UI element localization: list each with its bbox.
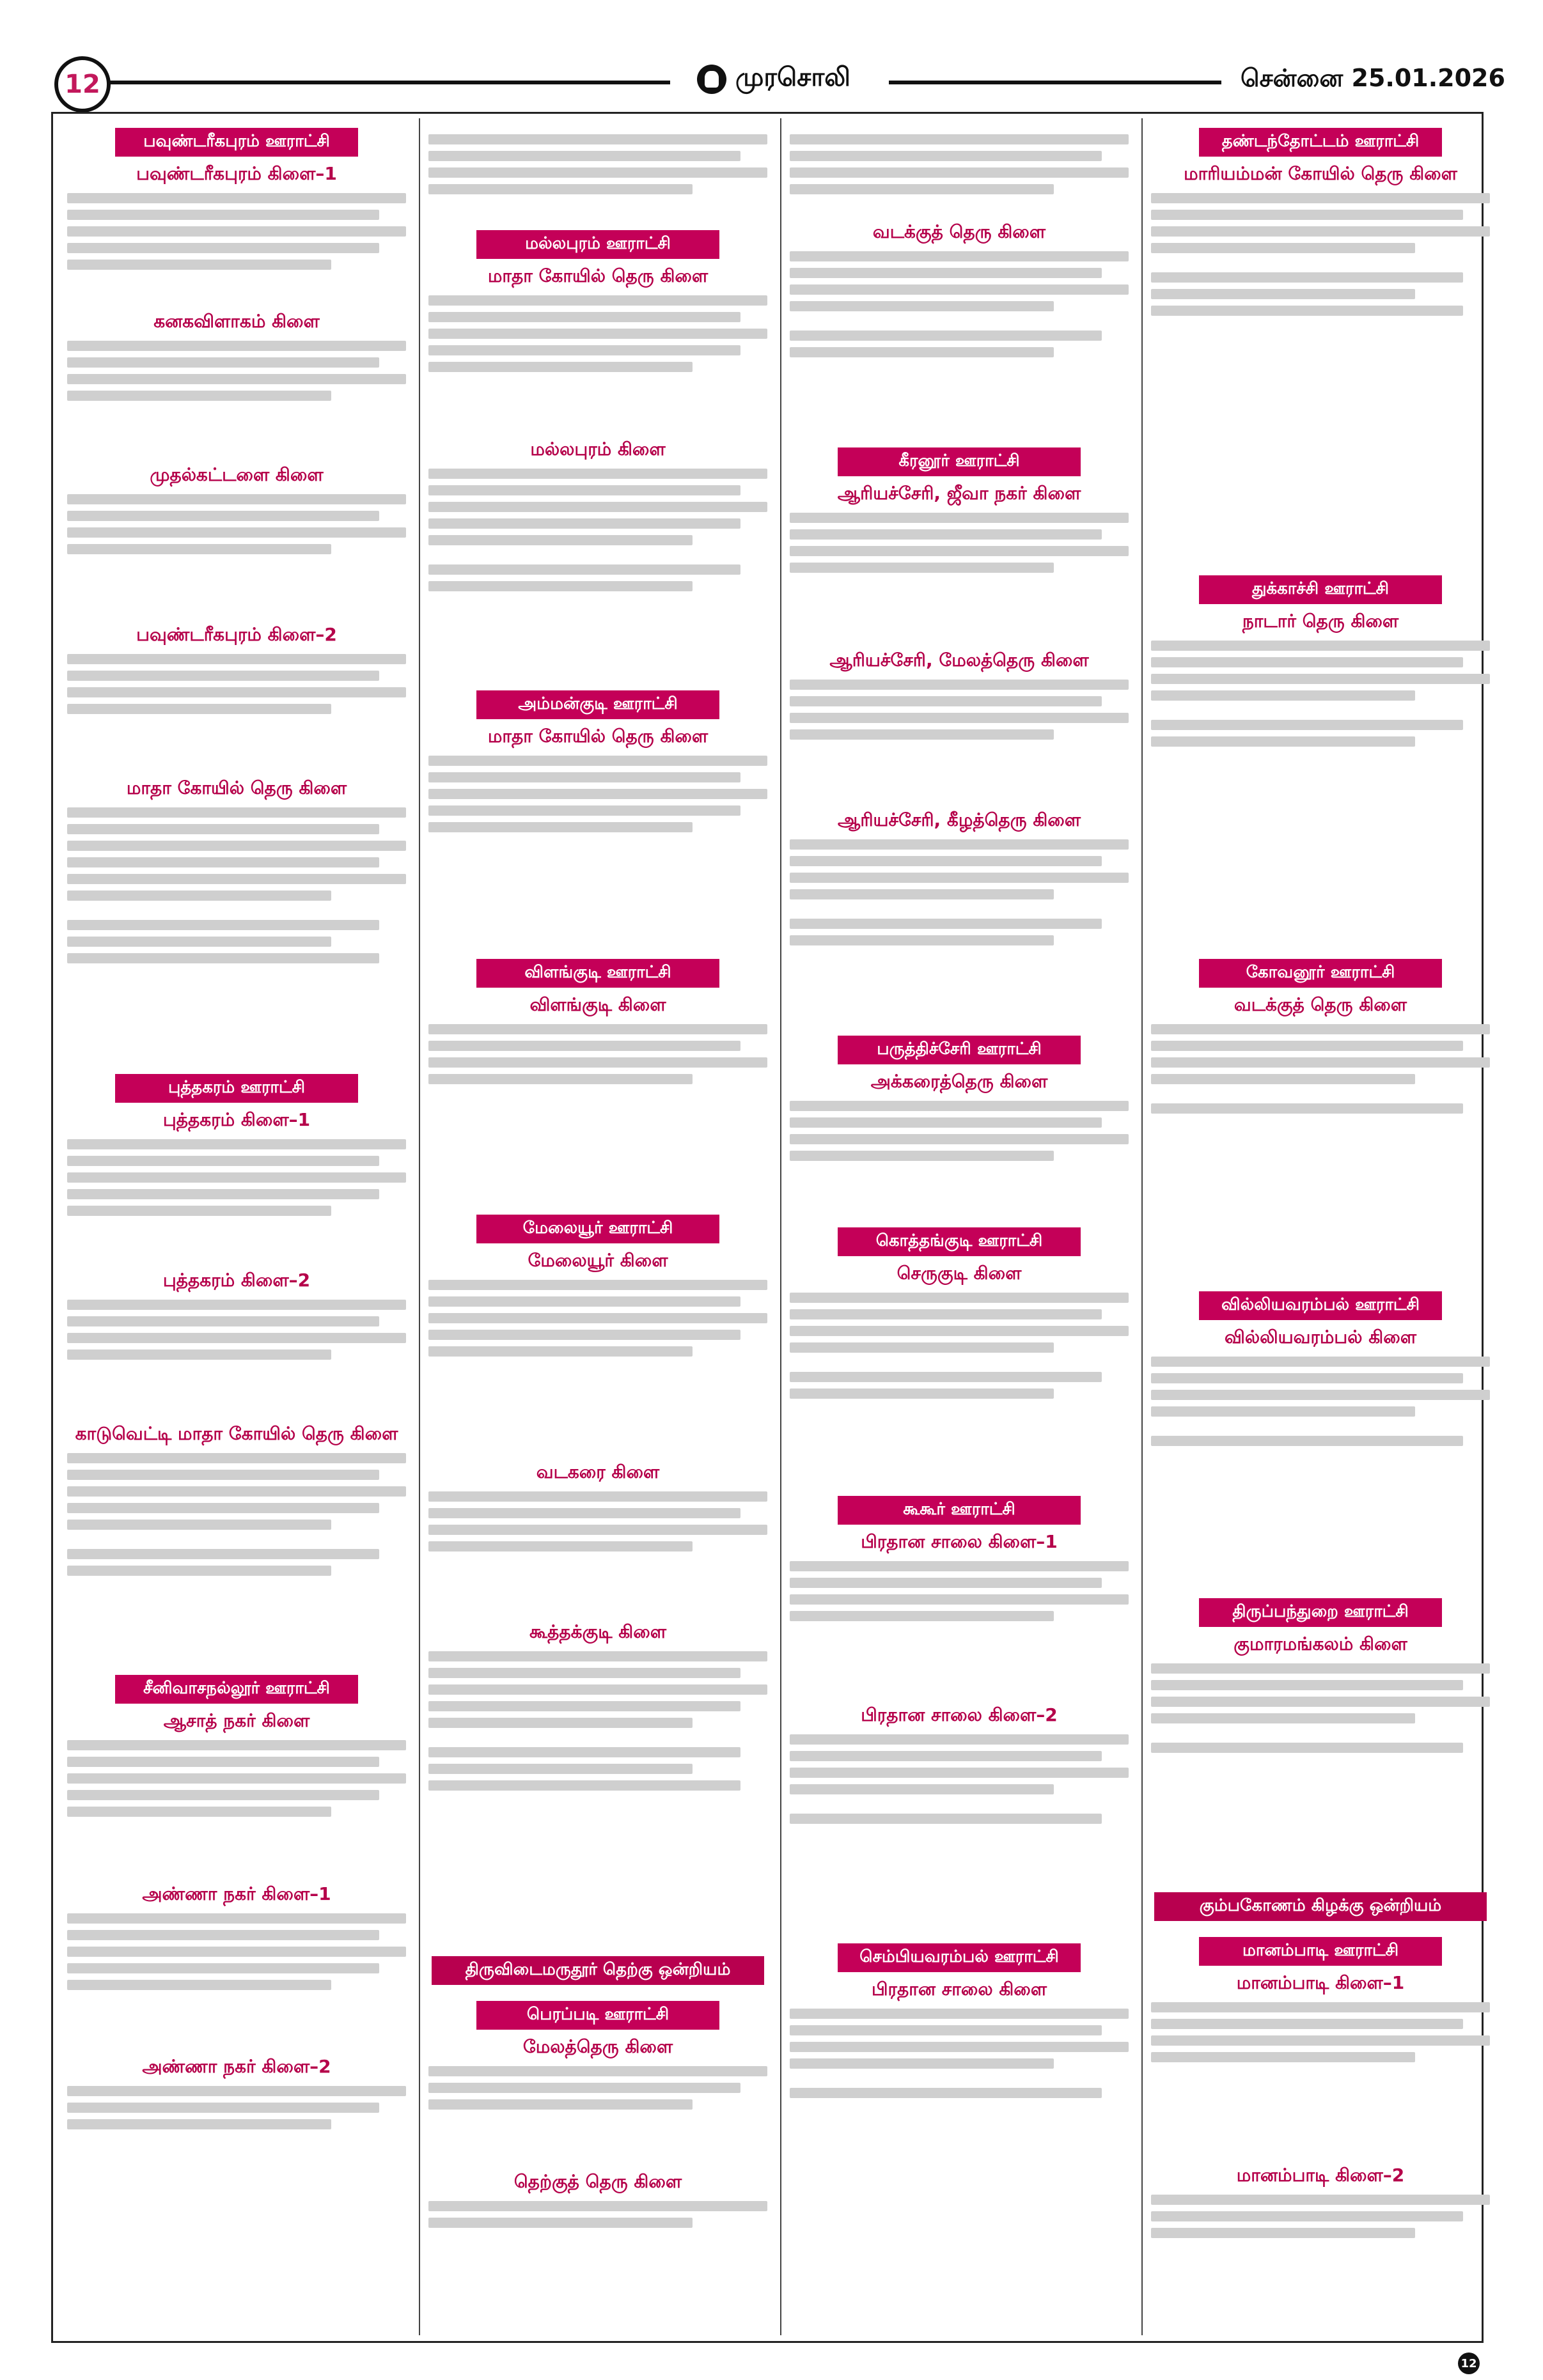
section-subheading: மாதா கோயில் தெரு கிளை: [487, 265, 709, 286]
section-body: [1151, 2002, 1490, 2062]
section: [790, 447, 1129, 579]
section-body: [428, 1024, 767, 1084]
section: [428, 2167, 767, 2234]
section-subheading: வில்லியவரம்பல் கிளை: [1225, 1326, 1416, 1348]
section-subheading: பவுண்டரீகபுரம் கிளை–1: [136, 163, 337, 184]
section-banner: கோவனூர் ஊராட்சி: [1199, 959, 1442, 988]
section-subheading: ஆரியச்சேரி, ஜீவா நகர் கிளை: [837, 483, 1081, 504]
section: [1151, 959, 1490, 1120]
section: [428, 1215, 767, 1363]
section-banner: துக்காச்சி ஊராட்சி: [1199, 575, 1442, 604]
section: [428, 2001, 767, 2116]
section-subheading: அண்ணா நகர் கிளை–2: [142, 2056, 331, 2077]
section-subheading: மானம்பாடி கிளை–2: [1236, 2165, 1405, 2186]
column-divider: [780, 118, 781, 2335]
section-subheading: ஆரியச்சேரி, கீழத்தெரு கிளை: [837, 809, 1081, 830]
section-body: [790, 839, 1129, 945]
section: [1151, 2161, 1490, 2244]
section-subheading: மானம்பாடி கிளை–1: [1236, 1972, 1405, 1993]
section: [790, 1036, 1129, 1167]
column-1: [67, 128, 406, 2329]
section-banner: பருத்திச்சேரி ஊராட்சி: [838, 1036, 1081, 1064]
section: [790, 1943, 1129, 2104]
section-body: [790, 2009, 1129, 2098]
section-subheading: கனகவிளாகம் கிளை: [153, 311, 320, 332]
section-body: [67, 1740, 406, 1817]
section-subheading: குமாரமங்கலம் கிளை: [1234, 1633, 1407, 1654]
section-subheading: மாதா கோயில் தெரு கிளை: [487, 726, 709, 747]
section: [428, 1956, 767, 1991]
section-banner: கீரனூர் ஊராட்சி: [838, 447, 1081, 476]
page-header: [0, 0, 1543, 109]
footer-page-number: 12: [1458, 2353, 1480, 2374]
section-body: [1151, 1663, 1490, 1753]
section-subheading: நாடார் தெரு கிளை: [1242, 611, 1399, 632]
section: [67, 1419, 406, 1582]
section: [790, 1227, 1129, 1405]
section-body: [428, 2066, 767, 2110]
section-body: [67, 1139, 406, 1216]
section-banner: விளங்குடி ஊராட்சி: [476, 959, 719, 988]
newspaper-logo-icon: [697, 65, 726, 94]
section: [67, 460, 406, 561]
section-subheading: மேலையூர் கிளை: [528, 1250, 668, 1271]
section-body: [428, 756, 767, 832]
section-subheading: முதல்கட்டளை கிளை: [150, 464, 324, 485]
section: [1151, 1291, 1490, 1452]
section: [428, 1458, 767, 1558]
section-body: [428, 2201, 767, 2228]
section-body: [790, 134, 1129, 194]
section-body: [790, 1293, 1129, 1399]
section-subheading: புத்தகரம் கிளை–1: [162, 1109, 311, 1130]
column-divider: [419, 118, 420, 2335]
section-banner: மல்லபுரம் ஊராட்சி: [476, 230, 719, 259]
section-banner: கும்பகோணம் கிழக்கு ஒன்றியம்: [1154, 1892, 1487, 1921]
section-subheading: ஆசாத் நகர் கிளை: [163, 1710, 310, 1731]
section-banner: பவுண்டரீகபுரம் ஊராட்சி: [115, 128, 358, 157]
section-subheading: புத்தகரம் கிளை–2: [162, 1270, 311, 1291]
section-body: [67, 807, 406, 963]
section-banner: புத்தகரம் ஊராட்சி: [115, 1074, 358, 1103]
section-body: [67, 2086, 406, 2129]
section-banner: மானம்பாடி ஊராட்சி: [1199, 1937, 1442, 1966]
section-subheading: அக்கரைத்தெரு கிளை: [870, 1071, 1048, 1092]
section-subheading: கூத்தக்குடி கிளை: [529, 1621, 666, 1642]
section-body: [428, 469, 767, 591]
section-subheading: மல்லபுரம் கிளை: [530, 439, 666, 460]
section-body: [790, 1561, 1129, 1621]
section-body: [428, 1491, 767, 1552]
section-body: [67, 1453, 406, 1576]
section: [428, 690, 767, 839]
section-banner: மேலையூர் ஊராட்சி: [476, 1215, 719, 1243]
section-banner: அம்மன்குடி ஊராட்சி: [476, 690, 719, 719]
section-subheading: செருகுடி கிளை: [897, 1263, 1022, 1284]
section-subheading: வடக்குத் தெரு கிளை: [872, 221, 1046, 242]
header-rule-right: [889, 81, 1221, 84]
section-subheading: காடுவெட்டி மாதா கோயில் தெரு கிளை: [75, 1423, 398, 1444]
column-3: [790, 128, 1129, 2329]
section-body: [428, 134, 767, 194]
section-body: [790, 513, 1129, 573]
section-subheading: ஆரியச்சேரி, மேலத்தெரு கிளை: [829, 649, 1089, 671]
section-body: [67, 654, 406, 714]
section-banner: வில்லியவரம்பல் ஊராட்சி: [1199, 1291, 1442, 1320]
section: [67, 2052, 406, 2136]
section-body: [428, 1280, 767, 1357]
page-number-badge: 12: [54, 56, 111, 113]
section-body: [1151, 1357, 1490, 1446]
section: [790, 1700, 1129, 1830]
section: [428, 435, 767, 598]
section-body: [1151, 641, 1490, 747]
section-subheading: மேலத்தெரு கிளை: [522, 2036, 673, 2057]
section-subheading: பிரதான சாலை கிளை–1: [861, 1531, 1058, 1552]
section: [790, 128, 1129, 201]
section: [428, 128, 767, 201]
section: [67, 1879, 406, 1996]
section-subheading: மாதா கோயில் தெரு கிளை: [126, 777, 347, 798]
section-banner: தண்டந்தோட்டம் ஊராட்சி: [1199, 128, 1442, 157]
section: [790, 646, 1129, 746]
section-body: [428, 295, 767, 372]
section-body: [790, 1101, 1129, 1161]
section-body: [790, 1734, 1129, 1824]
section: [428, 959, 767, 1091]
column-divider: [1141, 118, 1143, 2335]
section-banner: கொத்தங்குடி ஊராட்சி: [838, 1227, 1081, 1256]
section: [1151, 575, 1490, 753]
section-banner: கூகூர் ஊராட்சி: [838, 1496, 1081, 1525]
section: [67, 1266, 406, 1366]
section: [67, 620, 406, 720]
section-body: [67, 494, 406, 554]
section-banner: செம்பியவரம்பல் ஊராட்சி: [838, 1943, 1081, 1972]
newspaper-title: [697, 63, 882, 95]
dateline: சென்னை 25.01.2026: [1241, 64, 1505, 92]
section-banner: சீனிவாசநல்லூர் ஊராட்சி: [115, 1675, 358, 1704]
section: [790, 217, 1129, 364]
section-body: [790, 251, 1129, 357]
section-body: [67, 1913, 406, 1990]
section: [67, 774, 406, 970]
section-banner: பெரப்படி ஊராட்சி: [476, 2001, 719, 2030]
section-body: [1151, 193, 1490, 316]
section-body: [67, 1300, 406, 1360]
section: [428, 1617, 767, 1797]
header-rule-left: [107, 81, 670, 84]
section-subheading: விளங்குடி கிளை: [529, 994, 666, 1015]
column-4: [1151, 128, 1490, 2329]
section: [67, 128, 406, 276]
section-body: [67, 341, 406, 401]
section: [67, 307, 406, 407]
section-subheading: அண்ணா நகர் கிளை–1: [142, 1883, 331, 1904]
column-2: [428, 128, 767, 2329]
section: [790, 1496, 1129, 1628]
section-subheading: தெற்குத் தெரு கிளை: [513, 2171, 682, 2192]
section-subheading: மாரியம்மன் கோயில் தெரு கிளை: [1184, 163, 1457, 184]
section: [428, 230, 767, 378]
section-subheading: பிரதான சாலை கிளை–2: [861, 1704, 1058, 1725]
section: [1151, 1598, 1490, 1759]
section-subheading: பிரதான சாலை கிளை: [871, 1979, 1047, 2000]
section-body: [1151, 2195, 1490, 2238]
section-banner: திருவிடைமருதூர் தெற்கு ஒன்றியம்: [432, 1956, 764, 1985]
section-subheading: வடகரை கிளை: [536, 1461, 660, 1482]
section-subheading: வடக்குத் தெரு கிளை: [1234, 994, 1407, 1015]
section: [1151, 128, 1490, 322]
section: [67, 1675, 406, 1823]
section: [790, 805, 1129, 952]
section-body: [790, 680, 1129, 740]
newspaper-name: முரசொலி: [735, 63, 850, 92]
section-subheading: பவுண்டரீகபுரம் கிளை–2: [136, 624, 337, 645]
section: [67, 1074, 406, 1222]
section-banner: திருப்பந்துறை ஊராட்சி: [1199, 1598, 1442, 1627]
section: [1151, 1937, 1490, 2069]
section-body: [428, 1651, 767, 1791]
section-body: [67, 193, 406, 270]
section: [1151, 1892, 1490, 1927]
section-body: [1151, 1024, 1490, 1114]
